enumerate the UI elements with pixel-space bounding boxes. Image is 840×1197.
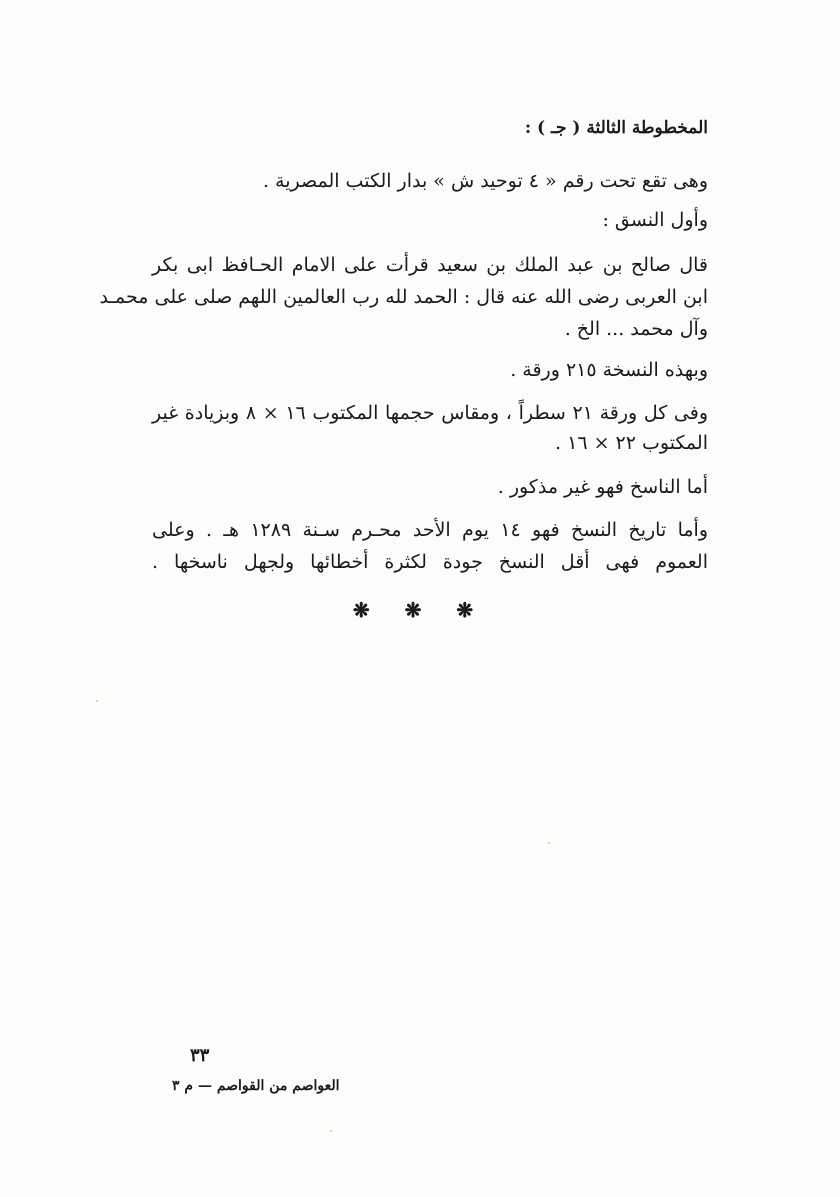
location-line: وهى تقع تحت رقم « ٤ توحيد ش » بدار الكتب المصرية . <box>262 170 708 192</box>
copyist-line: أما الناسخ فهو غير مذكور . <box>497 476 708 498</box>
leaves-line: وبهذه النسخة ٢١٥ ورقة . <box>510 359 708 381</box>
section-separator-stars: ❋ ❋ ❋ <box>352 598 488 622</box>
date-line-2: العموم فهى أقل النسخ جودة لكثرة أخطائها ولجهل ناسخها . <box>152 551 708 573</box>
opening-label: وأول النسق : <box>602 209 708 231</box>
footer-signature: العواصم من القواصم — م ٣ <box>172 1078 340 1094</box>
section-heading: المخطوطة الثالثة ( جـ ) : <box>524 118 708 138</box>
dimensions-line-1: وفى كل ورقة ٢١ سطراً ، ومقاس حجمها المكتوب ١٦ × ٨ وبزيادة غير <box>152 402 709 424</box>
opening-text-line-2: ابن العربى رضى الله عنه قال : الحمد لله رب العالمين اللهم صلى على محمـد <box>99 286 708 308</box>
paper-speck <box>96 700 98 702</box>
opening-text-line-3: وآل محمد ... الخ . <box>564 318 708 340</box>
paper-speck <box>330 1130 332 1132</box>
date-line-1: وأما تاريخ النسخ فهو ١٤ يوم الأحد محـرم سـنة ١٢٨٩ هـ . وعلى <box>152 519 709 541</box>
page-number: ٣٣ <box>190 1045 210 1066</box>
paper-speck <box>548 842 550 844</box>
opening-text-line-1: قال صالح بن عبد الملك بن سعيد قرأت على الامام الحـافظ ابى بكر <box>152 254 708 276</box>
dimensions-line-2: المكتوب ٢٢ × ١٦ . <box>555 432 708 454</box>
